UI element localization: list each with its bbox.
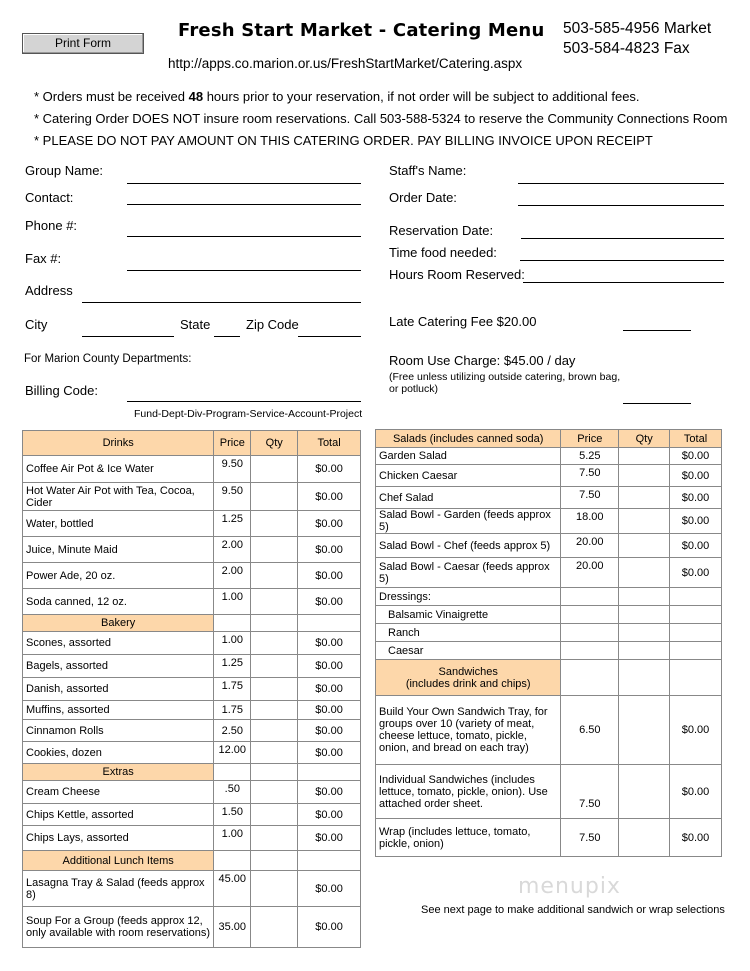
item-name: Soda canned, 12 oz.	[23, 589, 214, 615]
drinks-header: Drinks	[23, 431, 214, 456]
item-price: 7.50	[561, 487, 619, 509]
item-name: Cookies, dozen	[23, 742, 214, 764]
sandwiches-section-header	[376, 660, 561, 696]
item-total: $0.00	[298, 655, 361, 678]
item-name: Power Ade, 20 oz.	[23, 563, 214, 589]
qty-input[interactable]	[251, 678, 298, 701]
phone-fax: 503-584-4823 Fax	[563, 40, 690, 57]
qty-input[interactable]	[619, 696, 670, 765]
item-name: Salad Bowl - Garden (feeds approx 5)	[376, 509, 561, 534]
qty-input[interactable]	[251, 701, 298, 720]
qty-input[interactable]	[251, 456, 298, 483]
extras-section-header: Extras	[23, 764, 214, 781]
departments-label: For Marion County Departments:	[24, 353, 192, 365]
item-total: $0.00	[670, 819, 722, 857]
item-name: Salad Bowl - Caesar (feeds approx 5)	[376, 558, 561, 588]
qty-input[interactable]	[251, 781, 298, 804]
item-price: 6.50	[561, 696, 619, 765]
price-header: Price	[214, 431, 251, 456]
item-total: $0.00	[298, 678, 361, 701]
sandwiches-subtitle: (includes drink and chips)	[405, 677, 531, 690]
item-name: Build Your Own Sandwich Tray, for groups over 10 (variety of meat, cheese lettuce, tomato, pickle, onion, and bread on each tray)	[376, 696, 561, 765]
order-date-field[interactable]	[518, 205, 724, 206]
total-header: Total	[298, 431, 361, 456]
table-row	[23, 632, 361, 655]
item-price: 1.75	[214, 678, 251, 701]
lunch-section-header: Additional Lunch Items	[23, 851, 214, 871]
item-name: Scones, assorted	[23, 632, 214, 655]
item-price: 7.50	[561, 819, 619, 857]
print-form-button[interactable]: Print Form	[22, 33, 144, 54]
item-total: $0.00	[670, 509, 722, 534]
qty-input[interactable]	[619, 624, 670, 642]
item-name: Chicken Caesar	[376, 465, 561, 487]
qty-input[interactable]	[251, 563, 298, 589]
item-price: 1.00	[214, 589, 251, 615]
item-total: $0.00	[298, 701, 361, 720]
table-row	[23, 456, 361, 483]
reservation-date-field[interactable]	[521, 238, 724, 239]
room-charge-note-2: or potluck)	[389, 383, 439, 395]
qty-input[interactable]	[251, 826, 298, 851]
qty-input[interactable]	[619, 606, 670, 624]
item-price: 2.00	[214, 563, 251, 589]
qty-input[interactable]	[619, 558, 670, 588]
note-48-hours: * Orders must be received 48 hours prior to your reservation, if not order will be subject to additional fees.	[34, 89, 640, 104]
item-total: $0.00	[298, 511, 361, 537]
qty-input[interactable]	[251, 483, 298, 511]
dressing-option: Ranch	[376, 624, 561, 642]
item-price: 20.00	[561, 558, 619, 588]
address-label: Address	[25, 283, 73, 298]
bakery-section-header: Bakery	[23, 615, 214, 632]
table-row	[23, 511, 361, 537]
item-total: $0.00	[670, 465, 722, 487]
item-price: 1.00	[214, 826, 251, 851]
late-fee-label: Late Catering Fee $20.00	[389, 314, 537, 329]
table-row	[376, 624, 722, 642]
item-total: $0.00	[298, 720, 361, 742]
item-name: Bagels, assorted	[23, 655, 214, 678]
catering-url[interactable]: http://apps.co.marion.or.us/FreshStartMarket/Catering.aspx	[168, 56, 523, 71]
item-price: 7.50	[561, 465, 619, 487]
item-price: 1.25	[214, 655, 251, 678]
item-price: 9.50	[214, 483, 251, 511]
qty-input[interactable]	[619, 765, 670, 819]
item-name: Garden Salad	[376, 448, 561, 465]
table-row	[23, 781, 361, 804]
item-total: $0.00	[298, 826, 361, 851]
item-price: 2.50	[214, 720, 251, 742]
qty-input[interactable]	[251, 537, 298, 563]
table-row	[23, 804, 361, 826]
table-row	[23, 537, 361, 563]
table-row	[376, 606, 722, 624]
qty-header: Qty	[619, 430, 670, 448]
table-row	[376, 487, 722, 509]
left-menu-table	[22, 430, 361, 948]
item-name: Wrap (includes lettuce, tomato, pickle, onion)	[376, 819, 561, 857]
item-total: $0.00	[298, 563, 361, 589]
note-do-not-pay: * PLEASE DO NOT PAY AMOUNT ON THIS CATERING ORDER. PAY BILLING INVOICE UPON RECEIPT	[34, 133, 653, 148]
qty-input[interactable]	[251, 871, 298, 907]
time-food-field[interactable]	[520, 260, 724, 261]
item-price: 9.50	[214, 456, 251, 483]
address-field[interactable]	[82, 302, 361, 303]
table-row	[376, 819, 722, 857]
item-total: $0.00	[670, 487, 722, 509]
item-name: Lasagna Tray & Salad (feeds approx 8)	[23, 871, 214, 907]
item-price: .50	[214, 781, 251, 804]
page-title: Fresh Start Market - Catering Menu	[178, 20, 545, 41]
table-row	[376, 696, 722, 765]
item-name: Muffins, assorted	[23, 701, 214, 720]
zip-field[interactable]	[298, 336, 361, 337]
item-price: 18.00	[561, 509, 619, 534]
billing-code-field[interactable]	[127, 401, 361, 402]
table-row	[23, 701, 361, 720]
table-row	[23, 907, 361, 948]
zip-label: Zip Code	[246, 317, 299, 332]
item-total: $0.00	[298, 589, 361, 615]
item-price: 5.25	[561, 448, 619, 465]
order-date-label: Order Date:	[389, 190, 457, 205]
qty-input[interactable]	[619, 819, 670, 857]
table-row	[376, 558, 722, 588]
item-name: Chef Salad	[376, 487, 561, 509]
reservation-date-label: Reservation Date:	[389, 223, 494, 238]
qty-input[interactable]	[619, 642, 670, 660]
item-name: Cream Cheese	[23, 781, 214, 804]
item-name: Hot Water Air Pot with Tea, Cocoa, Cider	[23, 483, 214, 511]
item-name: Soup For a Group (feeds approx 12, only available with room reservations)	[23, 907, 214, 948]
item-price: 2.00	[214, 537, 251, 563]
hours-room-field[interactable]	[523, 282, 724, 283]
qty-input[interactable]	[251, 511, 298, 537]
phone-field[interactable]	[127, 236, 361, 237]
item-total: $0.00	[298, 632, 361, 655]
item-price: 7.50	[561, 765, 619, 819]
item-total: $0.00	[298, 483, 361, 511]
total-header: Total	[670, 430, 722, 448]
table-row	[23, 483, 361, 511]
billing-code-label: Billing Code:	[25, 383, 98, 398]
fax-label: Fax #:	[25, 251, 62, 266]
table-row	[23, 678, 361, 701]
right-menu-table	[375, 429, 722, 857]
qty-input[interactable]	[619, 448, 670, 465]
item-price: 1.50	[214, 804, 251, 826]
phone-label: Phone #:	[25, 218, 78, 233]
item-name: Salad Bowl - Chef (feeds approx 5)	[376, 534, 561, 558]
item-name: Water, bottled	[23, 511, 214, 537]
item-total: $0.00	[298, 804, 361, 826]
qty-input[interactable]	[619, 487, 670, 509]
table-row	[376, 642, 722, 660]
late-fee-field[interactable]	[623, 330, 691, 331]
staff-name-label: Staff's Name:	[389, 163, 467, 178]
dressings-label: Dressings:	[376, 588, 561, 606]
item-name: Individual Sandwiches (includes lettuce, tomato, pickle, onion). Use attached order sheet.	[376, 765, 561, 819]
table-row	[23, 655, 361, 678]
item-total: $0.00	[670, 765, 722, 819]
item-total: $0.00	[298, 781, 361, 804]
qty-input[interactable]	[251, 907, 298, 948]
qty-input[interactable]	[251, 804, 298, 826]
item-total: $0.00	[298, 907, 361, 948]
item-name: Coffee Air Pot & Ice Water	[23, 456, 214, 483]
qty-input[interactable]	[619, 465, 670, 487]
note-room-reservation: * Catering Order DOES NOT insure room reservations. Call 503-588-5324 to reserve the Community Connections Room	[34, 111, 728, 126]
item-name: Chips Kettle, assorted	[23, 804, 214, 826]
watermark: menupix	[518, 874, 621, 899]
state-field[interactable]	[214, 336, 240, 337]
table-row	[23, 871, 361, 907]
item-total: $0.00	[670, 696, 722, 765]
price-header: Price	[561, 430, 619, 448]
qty-input[interactable]	[251, 742, 298, 764]
item-total: $0.00	[298, 456, 361, 483]
qty-input[interactable]	[251, 655, 298, 678]
time-food-label: Time food needed:	[389, 245, 497, 260]
city-label: City	[25, 317, 48, 332]
table-row	[23, 720, 361, 742]
item-name: Danish, assorted	[23, 678, 214, 701]
table-row	[23, 826, 361, 851]
see-next-page-note: See next page to make additional sandwich or wrap selections	[421, 904, 725, 916]
qty-input[interactable]	[619, 534, 670, 558]
table-row	[23, 742, 361, 764]
room-charge-field[interactable]	[623, 403, 691, 404]
qty-header: Qty	[251, 431, 298, 456]
item-name: Cinnamon Rolls	[23, 720, 214, 742]
state-label: State	[180, 317, 211, 332]
item-price: 12.00	[214, 742, 251, 764]
item-price: 1.75	[214, 701, 251, 720]
group-name-field[interactable]	[127, 183, 361, 184]
sandwiches-title: Sandwiches	[438, 665, 498, 678]
contact-field[interactable]	[127, 204, 361, 205]
phone-market: 503-585-4956 Market	[563, 20, 712, 37]
billing-code-hint: Fund-Dept-Div-Program-Service-Account-Project	[134, 408, 363, 420]
dressing-option: Balsamic Vinaigrette	[376, 606, 561, 624]
group-name-label: Group Name:	[25, 163, 104, 178]
item-price: 1.25	[214, 511, 251, 537]
staff-name-field[interactable]	[518, 183, 724, 184]
item-total: $0.00	[298, 742, 361, 764]
room-charge-label: Room Use Charge: $45.00 / day	[389, 353, 576, 368]
table-row	[376, 465, 722, 487]
city-field[interactable]	[82, 336, 174, 337]
item-total: $0.00	[298, 537, 361, 563]
item-total: $0.00	[670, 448, 722, 465]
item-name: Chips Lays, assorted	[23, 826, 214, 851]
item-total: $0.00	[298, 871, 361, 907]
qty-input[interactable]	[619, 509, 670, 534]
item-total: $0.00	[670, 558, 722, 588]
dressing-option: Caesar	[376, 642, 561, 660]
table-row	[23, 589, 361, 615]
table-row	[376, 448, 722, 465]
table-row	[23, 563, 361, 589]
hours-room-label: Hours Room Reserved:	[389, 267, 525, 282]
fax-field[interactable]	[127, 270, 361, 271]
room-charge-note-1: (Free unless utilizing outside catering, brown bag,	[389, 371, 621, 383]
table-row	[376, 765, 722, 819]
item-price: 45.00	[214, 871, 251, 907]
qty-input[interactable]	[251, 632, 298, 655]
contact-label: Contact:	[25, 190, 74, 205]
item-total: $0.00	[670, 534, 722, 558]
qty-input[interactable]	[251, 720, 298, 742]
table-row	[376, 509, 722, 534]
table-row	[376, 534, 722, 558]
salads-header: Salads (includes canned soda)	[376, 430, 561, 448]
item-price: 35.00	[214, 907, 251, 948]
item-name: Juice, Minute Maid	[23, 537, 214, 563]
qty-input[interactable]	[251, 589, 298, 615]
item-price: 1.00	[214, 632, 251, 655]
item-price: 20.00	[561, 534, 619, 558]
